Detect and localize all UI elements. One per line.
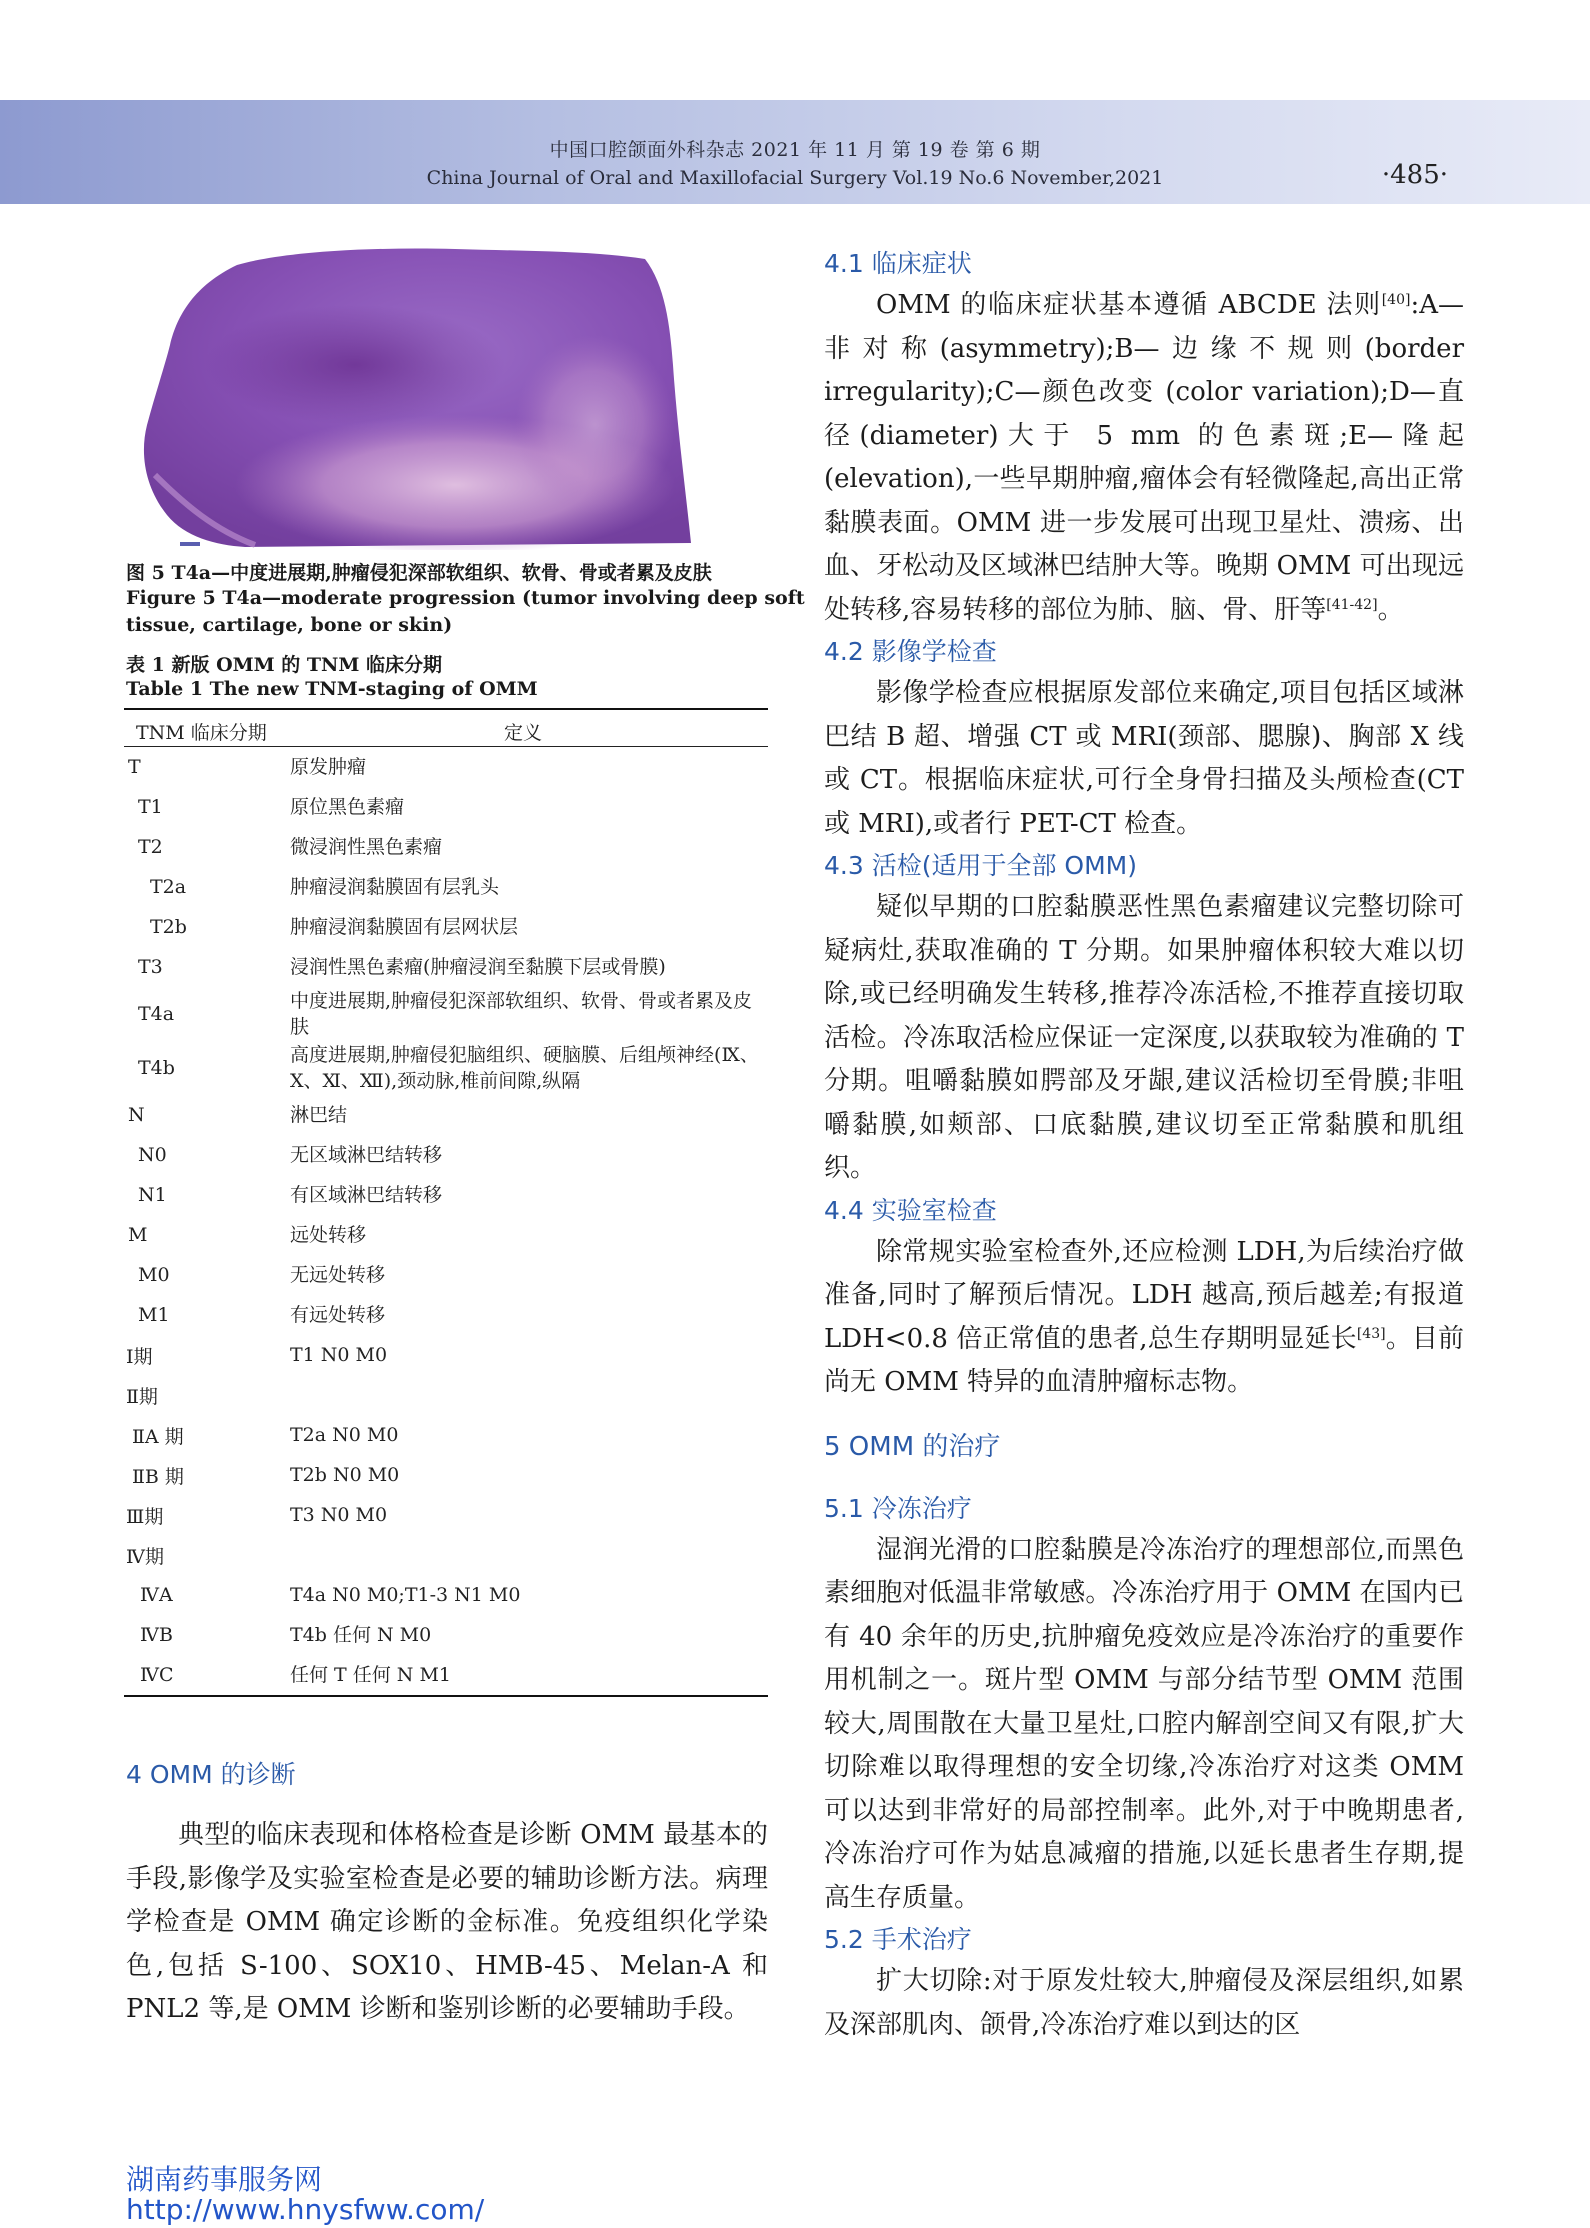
section-4-title: 4 OMM 的诊断: [126, 1760, 296, 1789]
figure-caption-en-line2: tissue, cartilage, bone or skin): [126, 614, 453, 636]
table-cell-definition: T4a N0 M0;T1-3 N1 M0: [290, 1584, 521, 1606]
tnm-table: [124, 708, 768, 1697]
table-cell-definition: 肿瘤浸润黏膜固有层乳头: [290, 876, 500, 898]
section-4-3-text: 疑似早期的口腔黏膜恶性黑色素瘤建议完整切除可疑病灶,获取准确的 T 分期。如果肿瘤体积较大难以切除,或已经明确发生转移,推荐冷冻活检,不推荐直接切取活检。冷冻取活检应保证一定深度,以获取较为准确的 T 分期。咀嚼黏膜如腭部及牙龈,建议活检切至骨膜;非咀嚼黏膜,如颊部、口底黏膜,建议切至正常黏膜和肌组织。: [824, 892, 1464, 1183]
table-cell-definition: 淋巴结: [290, 1104, 348, 1126]
table-row: [124, 907, 768, 947]
table-cell-stage: T2b: [150, 916, 187, 938]
watermark-url[interactable]: http://www.hnysfww.com/: [126, 2193, 485, 2226]
table-row: [124, 867, 768, 907]
table-cell-definition: [290, 1375, 768, 1415]
table-cell-stage: T4b: [138, 1057, 175, 1079]
table-cell-definition: T1 N0 M0: [290, 1344, 388, 1366]
table-row: [124, 1095, 768, 1135]
journal-title-cn: 中国口腔颌面外科杂志 2021 年 11 月 第 19 卷 第 6 期: [549, 139, 1041, 161]
citation: [43]: [1356, 1325, 1386, 1342]
header-stage: TNM 临床分期: [136, 722, 267, 744]
table-row: [124, 1041, 768, 1095]
section-5-2-title: 5.2 手术治疗: [824, 1925, 972, 1954]
section-5-title: 5 OMM 的治疗: [824, 1431, 1001, 1462]
section-5-1-title: 5.1 冷冻治疗: [824, 1493, 972, 1523]
table-title-cn: 表 1 新版 OMM 的 TNM 临床分期: [126, 654, 443, 676]
table-header: [124, 710, 768, 746]
right-column: [824, 244, 1464, 2047]
table-cell-stage: ⅣA: [140, 1584, 173, 1606]
figure-caption-cn: 图 5 T4a—中度进展期,肿瘤侵犯深部软组织、软骨、骨或者累及皮肤: [126, 562, 712, 584]
table-row: [124, 747, 768, 787]
table-row: [124, 1295, 768, 1335]
table-cell-definition: 有区域淋巴结转移: [290, 1184, 443, 1206]
table-cell-stage: M0: [138, 1264, 170, 1286]
table-cell-definition: 有远处转移: [290, 1304, 386, 1326]
section-4-3-title: 4.3 活检(适用于全部 OMM): [824, 851, 1137, 880]
table-row: [124, 1615, 768, 1655]
citation: [40]: [1381, 292, 1411, 308]
table-cell-stage: M: [128, 1224, 148, 1246]
table-cell-stage: Ⅲ期: [126, 1505, 164, 1528]
table-row: [124, 987, 768, 1041]
histology-image: [125, 245, 693, 550]
table-cell-stage: N0: [138, 1144, 167, 1166]
table-cell-definition: 微浸润性黑色素瘤: [290, 836, 443, 858]
table-cell-definition: 高度进展期,肿瘤侵犯脑组织、硬脑膜、后组颅神经(Ⅸ、Ⅹ、Ⅺ、Ⅻ),颈动脉,椎前间隙,纵隔: [290, 1044, 759, 1092]
table-cell-stage: ⅣB: [140, 1624, 173, 1646]
table-cell-definition: 浸润性黑色素瘤(肿瘤浸润至黏膜下层或骨膜): [290, 956, 666, 978]
table-row: [124, 1135, 768, 1175]
section-4-text: 典型的临床表现和体格检查是诊断 OMM 最基本的手段,影像学及实验室检查是必要的辅助诊断方法。病理学检查是 OMM 确定诊断的金标准。免疫组织化学染色,包括 S-100、SOX10、HMB-45、Melan-A 和 PNL2 等,是 OMM 诊断和鉴别诊断的必要辅助手段。: [126, 1820, 768, 2024]
table-body: [124, 747, 768, 1695]
header-definition: 定义: [504, 722, 543, 744]
table-cell-definition: T2a N0 M0: [290, 1424, 399, 1446]
table-cell-definition: T3 N0 M0: [290, 1504, 388, 1526]
table-cell-stage: Ⅰ期: [126, 1345, 153, 1368]
table-cell-stage: Ⅱ期: [126, 1385, 158, 1408]
section-4-2-text: 影像学检查应根据原发部位来确定,项目包括区域淋巴结 B 超、增强 CT 或 MRI(颈部、腮腺)、胸部 X 线或 CT。根据临床症状,可行全身骨扫描及头颅检查(CT 或 MRI),或者行 PET-CT 检查。: [824, 678, 1464, 839]
table-row: [124, 1455, 768, 1495]
journal-title-en: China Journal of Oral and Maxillofacial Surgery Vol.19 No.6 November,2021: [426, 167, 1164, 189]
table-cell-stage: T3: [138, 956, 163, 978]
section-4-1-title: 4.1 临床症状: [824, 249, 972, 278]
section-4-1-text: OMM 的临床症状基本遵循 ABCDE 法则[40]:A—非对称(asymmetry);B—边缘不规则(border irregularity);C—颜色改变 (color variation);D—直径(diameter)大于 5 mm 的色素斑;E—隆起(elevation),一些早期肿瘤,瘤体会有轻微隆起,高出正常黏膜表面。OMM 进一步发展可出现卫星灶、溃疡、出血、牙松动及区域淋巴结肿大等。晚期 OMM 可出现远处转移,容易转移的部位为肺、脑、骨、肝等[41-42]。: [824, 290, 1464, 625]
table-row: [124, 827, 768, 867]
citation: [41-42]: [1326, 596, 1378, 613]
table-row: [124, 1495, 768, 1535]
table-cell-definition: [290, 1535, 768, 1575]
section-4-4-title: 4.4 实验室检查: [824, 1195, 997, 1225]
table-row: [124, 1415, 768, 1455]
table-cell-stage: Ⅳ期: [126, 1545, 164, 1568]
section-4-4-text: 除常规实验室检查外,还应检测 LDH,为后续治疗做准备,同时了解预后情况。LDH 越高,预后越差;有报道 LDH<0.8 倍正常值的患者,总生存期明显延长[43]。目前尚无 OMM 特异的血清肿瘤标志物。: [824, 1236, 1464, 1397]
section-5-1-text: 湿润光滑的口腔黏膜是冷冻治疗的理想部位,而黑色素细胞对低温非常敏感。冷冻治疗用于 OMM 在国内已有 40 余年的历史,抗肿瘤免疫效应是冷冻治疗的重要作用机制之一。斑片型 OMM 与部分结节型 OMM 范围较大,周围散在大量卫星灶,口腔内解剖空间又有限,扩大切除难以取得理想的安全切缘,冷冻治疗对这类 OMM 可以达到非常好的局部控制率。此外,对于中晚期患者,冷冻治疗可作为姑息减瘤的措施,以延长患者生存期,提高生存质量。: [824, 1534, 1464, 1913]
table-title-en: Table 1 The new TNM-staging of OMM: [126, 678, 538, 700]
table-row: [124, 1255, 768, 1295]
table-row: [124, 1575, 768, 1615]
figure-caption-en-line1: Figure 5 T4a—moderate progression (tumor involving deep soft: [126, 587, 805, 609]
table-row: [124, 1535, 768, 1575]
table-row: [124, 947, 768, 987]
table-cell-stage: T1: [138, 796, 163, 818]
table-cell-definition: 原发肿瘤: [290, 756, 367, 778]
table-cell-stage: T4a: [138, 1003, 175, 1025]
table-cell-stage: T2a: [150, 876, 187, 898]
table-cell-stage: T: [128, 756, 141, 778]
table-row: [124, 1175, 768, 1215]
table-cell-definition: 任何 T 任何 N M1: [290, 1664, 451, 1686]
section-5-2-text: 扩大切除:对于原发灶较大,肿瘤侵及深层组织,如累及深部肌肉、颌骨,冷冻治疗难以到达的区: [824, 1966, 1464, 2040]
table-row: [124, 1375, 768, 1415]
table-cell-definition: T2b N0 M0: [290, 1464, 400, 1486]
table-row: [124, 1335, 768, 1375]
table-cell-definition: 无远处转移: [290, 1264, 386, 1286]
page-number: ·485·: [1381, 160, 1448, 190]
table-cell-stage: ⅣC: [140, 1664, 174, 1686]
table-cell-stage: ⅡB 期: [132, 1465, 184, 1488]
table-cell-stage: T2: [138, 836, 163, 858]
table-cell-definition: 中度进展期,肿瘤侵犯深部软组织、软骨、骨或者累及皮肤: [290, 990, 753, 1038]
table-cell-definition: 原位黑色素瘤: [290, 796, 405, 818]
table-cell-stage: ⅡA 期: [132, 1425, 184, 1448]
table-row: [124, 1215, 768, 1255]
table-cell-definition: 远处转移: [290, 1224, 367, 1246]
table-cell-stage: N1: [138, 1184, 167, 1206]
table-cell-stage: N: [128, 1104, 145, 1126]
table-row: [124, 1655, 768, 1695]
table-bottom-rule: [124, 1695, 768, 1697]
watermark-name: 湖南药事服务网: [126, 2163, 323, 2196]
table-cell-definition: T4b 任何 N M0: [290, 1624, 432, 1646]
section-4-2-title: 4.2 影像学检查: [824, 637, 997, 666]
table-cell-definition: 无区域淋巴结转移: [290, 1144, 443, 1166]
table-cell-definition: 肿瘤浸润黏膜固有层网状层: [290, 916, 519, 938]
table-row: [124, 787, 768, 827]
table-cell-stage: M1: [138, 1304, 170, 1326]
